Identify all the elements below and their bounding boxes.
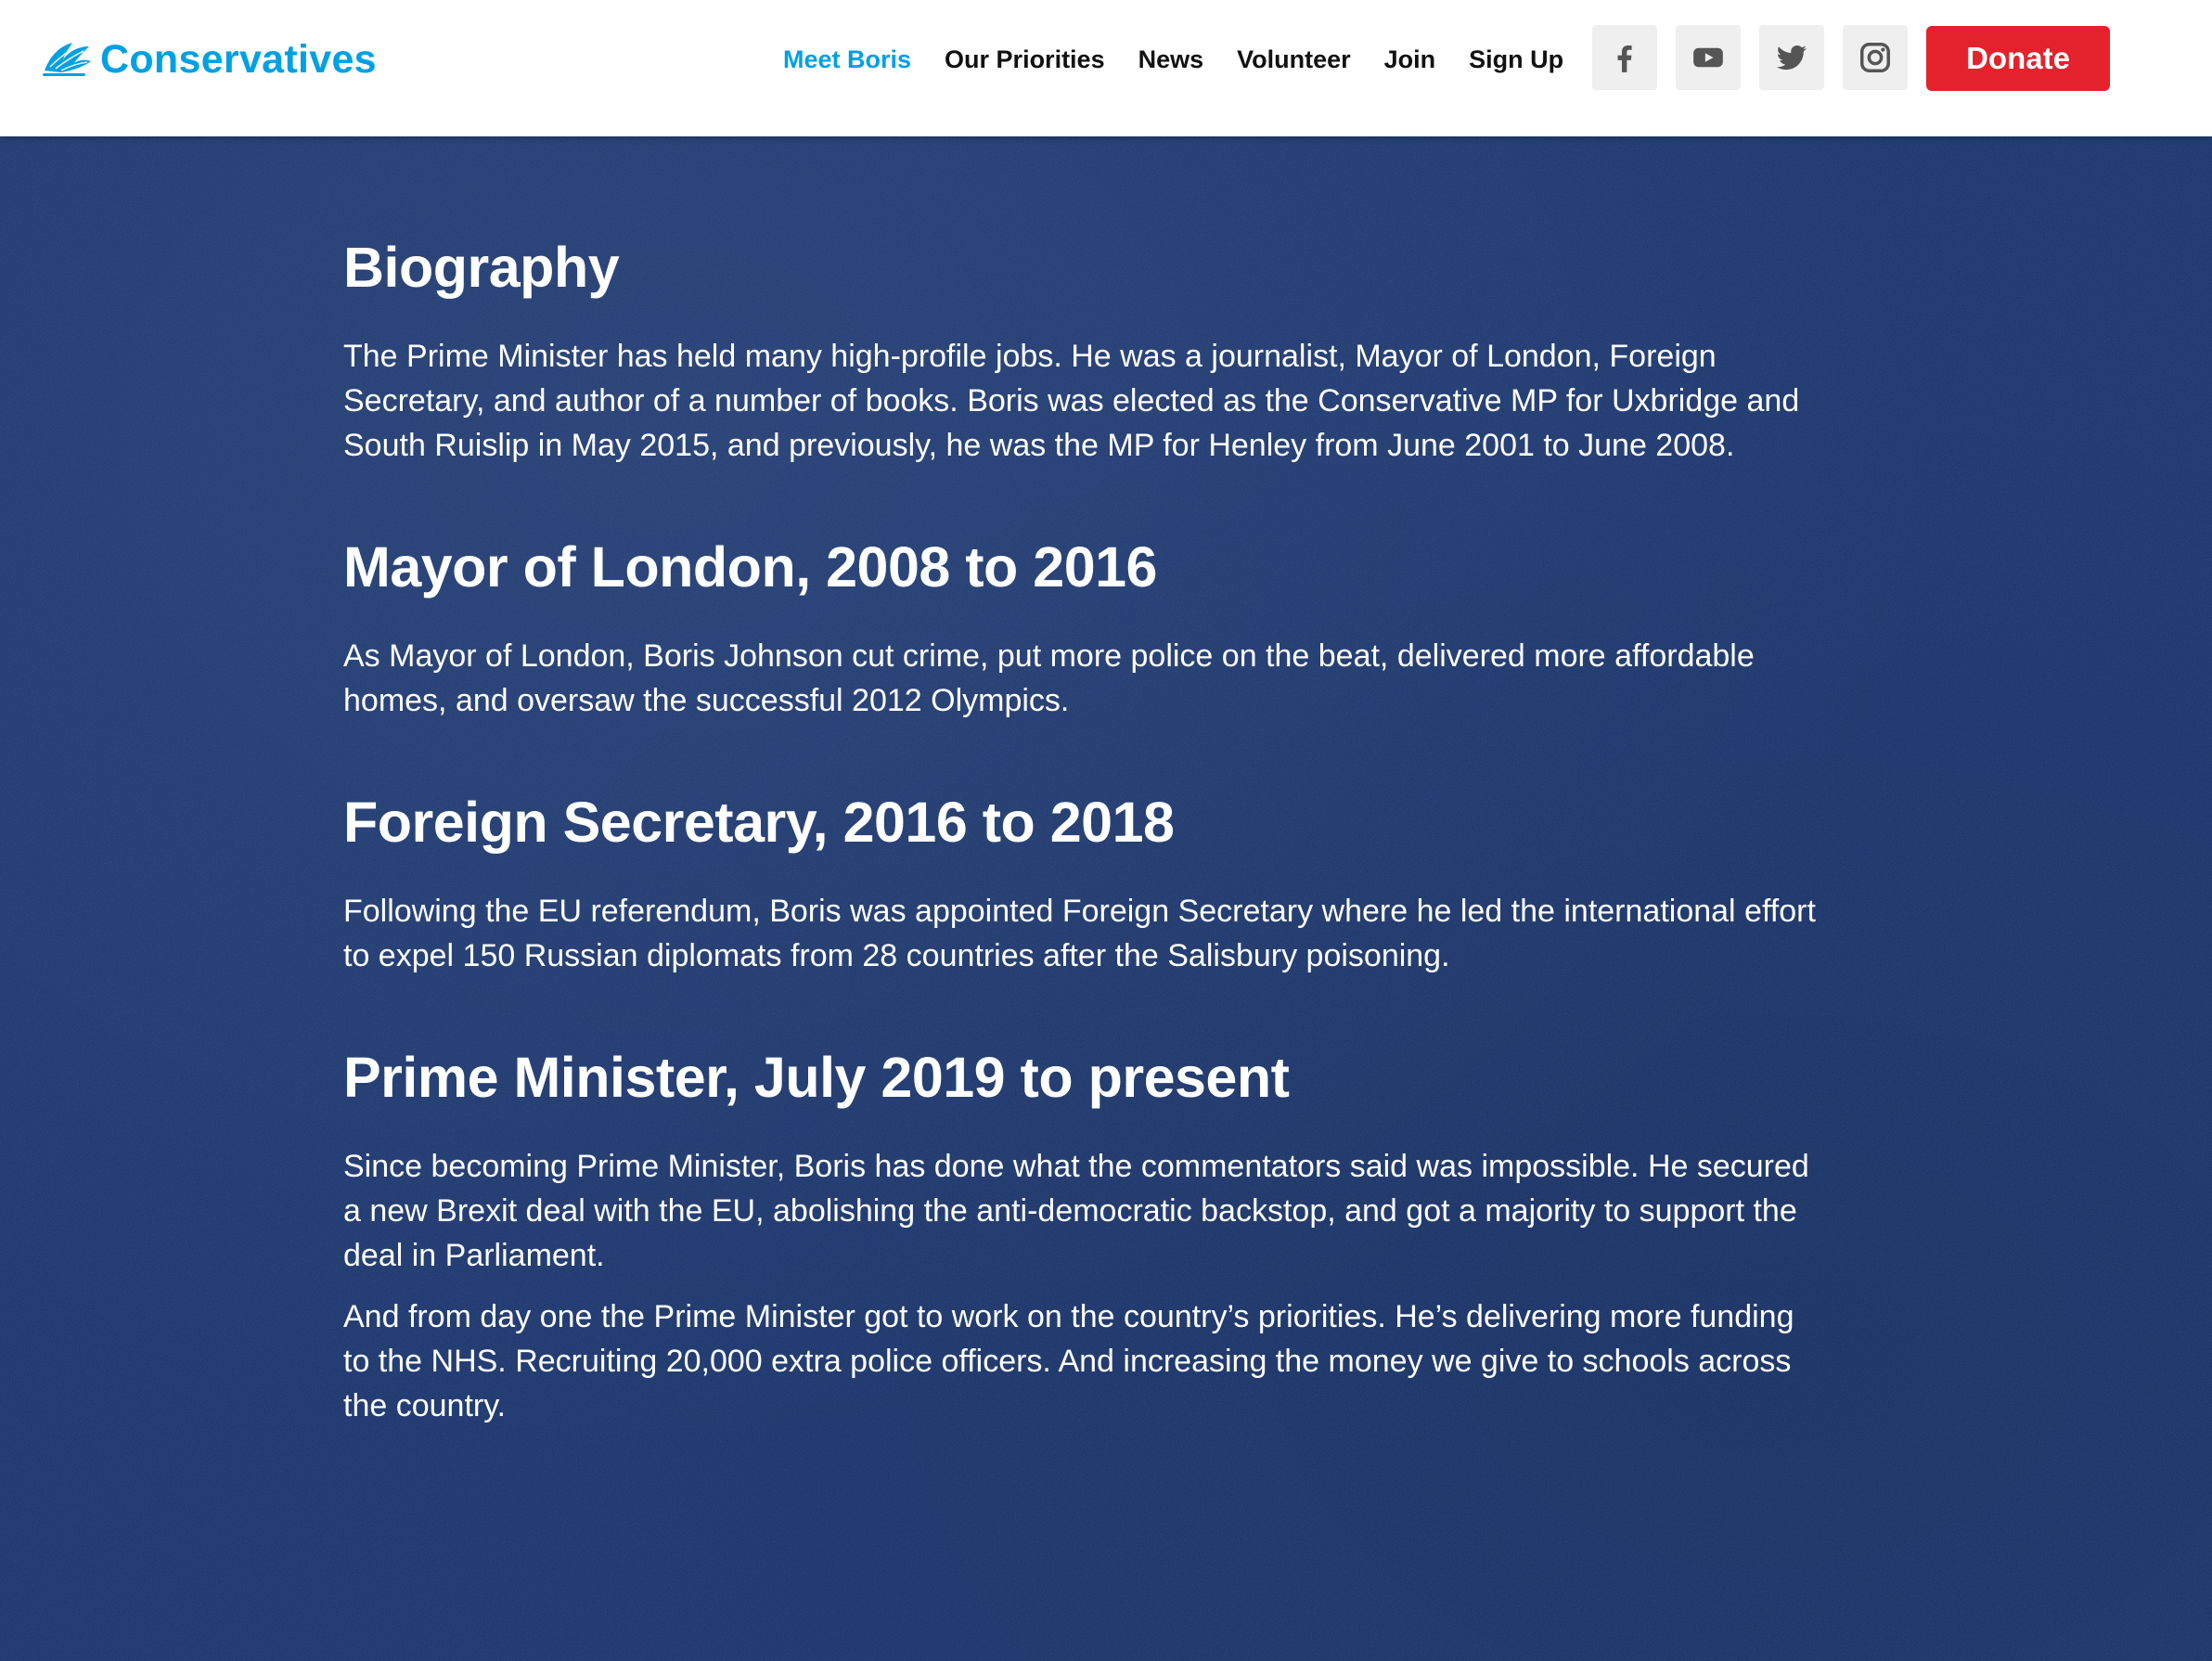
- section-biography: [343, 237, 1828, 468]
- nav-item-our-priorities[interactable]: Our Priorities: [945, 45, 1105, 73]
- conservatives-logo[interactable]: [41, 35, 377, 84]
- section-prime-minister: [343, 1047, 1828, 1428]
- twitter-button[interactable]: [1759, 25, 1824, 90]
- biography-content: [343, 237, 1828, 1497]
- section-heading: Biography: [343, 236, 620, 299]
- instagram-icon: [1858, 40, 1893, 75]
- brand-name: Conservatives: [100, 36, 377, 82]
- site-header: [0, 0, 2212, 136]
- nav-item-join[interactable]: Join: [1383, 45, 1436, 73]
- section-heading: Mayor of London, 2008 to 2016: [343, 535, 1157, 599]
- facebook-icon: [1607, 40, 1642, 75]
- tree-logo-icon: [41, 39, 93, 80]
- section-heading: Foreign Secretary, 2016 to 2018: [343, 791, 1175, 855]
- donate-button[interactable]: Donate: [1926, 26, 2110, 91]
- section-paragraph: The Prime Minister has held many high-profile jobs. He was a journalist, Mayor of London, Foreign Secretary, and author of a number of books. Boris was elected as the Conservative MP for Uxbridge and South Ruislip in May 2015, and previously, he was the MP for Henley from June 2001 to June 2008.: [343, 339, 1800, 464]
- nav-item-sign-up[interactable]: Sign Up: [1469, 45, 1564, 73]
- twitter-icon: [1774, 40, 1809, 75]
- section-heading: Prime Minister, July 2019 to present: [343, 1046, 1290, 1110]
- section-paragraph: Since becoming Prime Minister, Boris has done what the commentators said was impossible. He secured a new Brexit deal with the EU, abolishing the anti-democratic backstop, and got a majority to support the deal in Parliament.: [343, 1149, 1809, 1274]
- nav-item-meet-boris[interactable]: Meet Boris: [783, 45, 912, 73]
- social-links: [1592, 25, 1926, 90]
- main-content: [0, 136, 2212, 1661]
- facebook-button[interactable]: [1592, 25, 1657, 90]
- section-paragraph: As Mayor of London, Boris Johnson cut crime, put more police on the beat, delivered more affordable homes, and oversaw the successful 2012 Olympics.: [343, 638, 1755, 719]
- section-paragraph: And from day one the Prime Minister got to work on the country’s priorities. He’s delivering more funding to the NHS. Recruiting 20,000 extra police officers. And increasing the money we give to schools across the country.: [343, 1299, 1794, 1424]
- main-nav: [783, 39, 1597, 80]
- section-paragraph: Following the EU referendum, Boris was appointed Foreign Secretary where he led the international effort to expel 150 Russian diplomats from 28 countries after the Salisbury poisoning.: [343, 894, 1816, 974]
- section-foreign-secretary: [343, 792, 1828, 978]
- instagram-button[interactable]: [1843, 25, 1908, 90]
- youtube-button[interactable]: [1676, 25, 1741, 90]
- youtube-icon: [1691, 40, 1726, 75]
- nav-item-volunteer[interactable]: Volunteer: [1237, 45, 1351, 73]
- nav-item-news[interactable]: News: [1138, 45, 1204, 73]
- section-mayor-of-london: [343, 536, 1828, 723]
